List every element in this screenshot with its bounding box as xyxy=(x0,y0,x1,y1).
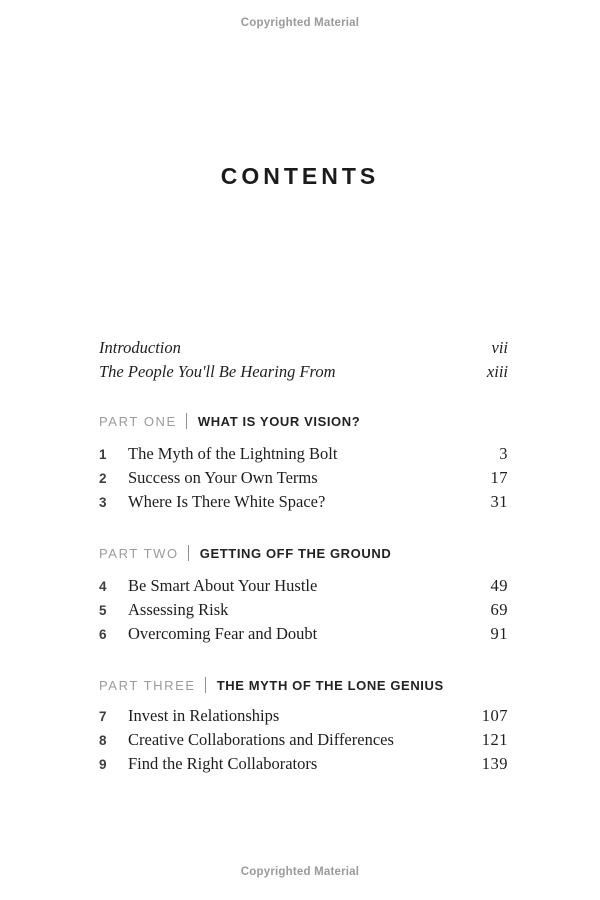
chapter-number: 5 xyxy=(99,603,107,618)
chapter-title: Assessing Risk xyxy=(128,600,229,619)
chapter-page: 121 xyxy=(481,730,508,749)
entry-title: Introduction xyxy=(99,338,181,357)
chapter-title: Success on Your Own Terms xyxy=(128,468,318,487)
table-of-contents xyxy=(99,338,508,778)
chapter-number: 7 xyxy=(99,709,107,724)
chapter-title: Where Is There White Space? xyxy=(128,492,326,511)
chapter-row xyxy=(99,492,508,516)
chapter-row xyxy=(99,576,508,600)
entry-title: The People You'll Be Hearing From xyxy=(99,362,336,381)
chapter-page: 139 xyxy=(481,754,508,773)
chapter-row xyxy=(99,730,508,754)
entry-page: xiii xyxy=(486,362,508,381)
front-matter-row xyxy=(99,362,508,386)
chapter-title: The Myth of the Lightning Bolt xyxy=(128,444,338,463)
chapter-row xyxy=(99,600,508,624)
part-title: GETTING OFF THE GROUND xyxy=(199,545,392,561)
chapter-row xyxy=(99,624,508,648)
chapter-number: 1 xyxy=(99,447,107,462)
chapter-row xyxy=(99,706,508,730)
chapter-page: 91 xyxy=(490,624,508,643)
page-title: CONTENTS xyxy=(220,163,380,189)
part-title: THE MYTH OF THE LONE GENIUS xyxy=(216,677,444,693)
part-label: PART THREE xyxy=(99,677,196,693)
chapter-page: 3 xyxy=(499,444,508,463)
chapter-list xyxy=(99,576,508,648)
chapter-row xyxy=(99,468,508,492)
chapter-title: Creative Collaborations and Differences xyxy=(128,730,394,749)
part-heading xyxy=(99,412,508,430)
part-title: WHAT IS YOUR VISION? xyxy=(197,413,361,429)
chapter-row xyxy=(99,754,508,778)
chapter-row xyxy=(99,444,508,468)
chapter-number: 8 xyxy=(99,733,107,748)
part-label: PART ONE xyxy=(99,413,177,429)
chapter-number: 4 xyxy=(99,579,107,594)
chapter-title: Invest in Relationships xyxy=(128,706,280,725)
chapter-number: 6 xyxy=(99,627,107,642)
part-heading xyxy=(99,676,508,694)
part-heading xyxy=(99,544,508,562)
chapter-page: 31 xyxy=(490,492,508,511)
entry-page: vii xyxy=(491,338,508,357)
part-separator-bar xyxy=(188,545,189,561)
chapter-list xyxy=(99,444,508,516)
copyright-banner-top: Copyrighted Material xyxy=(240,17,360,29)
chapter-title: Find the Right Collaborators xyxy=(128,754,318,773)
chapter-number: 3 xyxy=(99,495,107,510)
part-separator-bar xyxy=(186,413,187,429)
front-matter-row xyxy=(99,338,508,362)
copyright-banner-bottom: Copyrighted Material xyxy=(240,866,360,878)
part-separator-bar xyxy=(205,677,206,693)
chapter-number: 2 xyxy=(99,471,107,486)
chapter-title: Overcoming Fear and Doubt xyxy=(128,624,318,643)
chapter-title: Be Smart About Your Hustle xyxy=(128,576,318,595)
chapter-number: 9 xyxy=(99,757,107,772)
chapter-page: 107 xyxy=(481,706,508,725)
chapter-list xyxy=(99,706,508,778)
chapter-page: 49 xyxy=(490,576,508,595)
chapter-page: 69 xyxy=(490,600,508,619)
part-label: PART TWO xyxy=(99,545,179,561)
chapter-page: 17 xyxy=(490,468,508,487)
